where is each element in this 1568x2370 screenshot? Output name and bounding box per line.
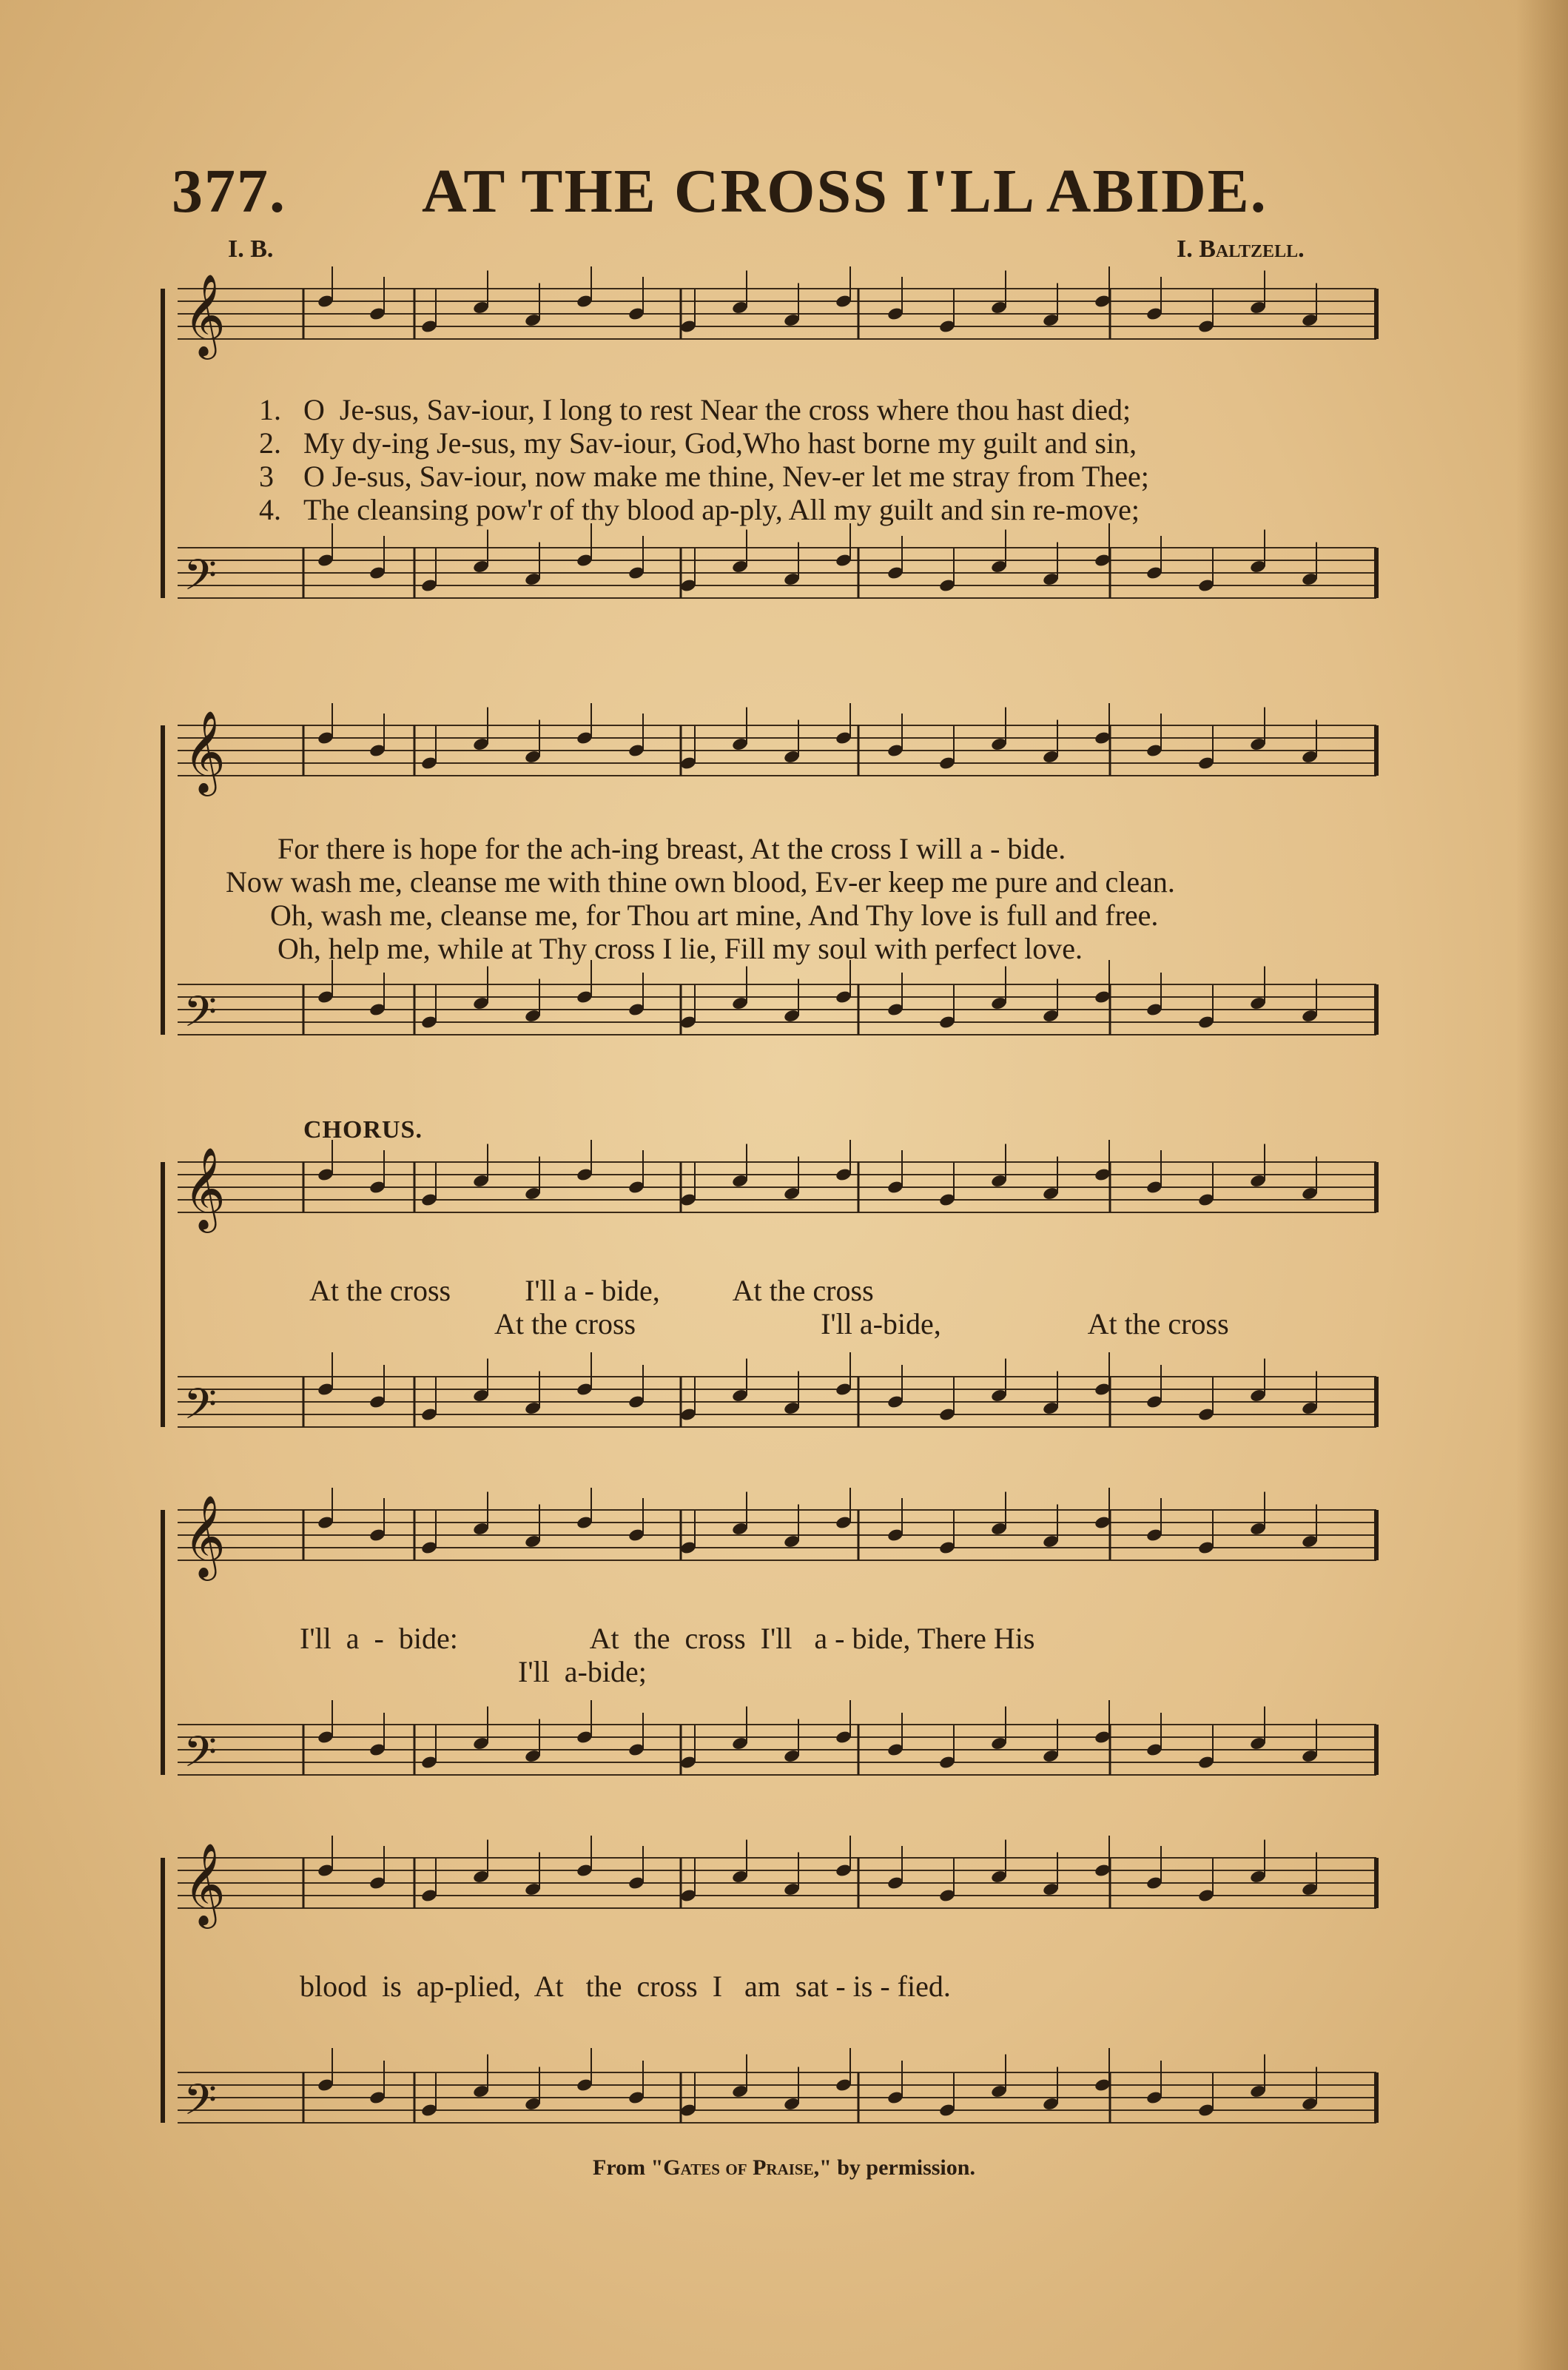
treble-clef: 𝄞 — [184, 1842, 226, 1925]
verse-4-line-1: 4. The cleansing pow'r of thy blood ap-ply, All my guilt and sin re-move; — [259, 493, 1140, 526]
chorus-line-2-lower: I'll a-bide; — [518, 1655, 647, 1688]
verse-2-line-2: Now wash me, cleanse me with thine own blood, Ev-er keep me pure and clean. — [226, 865, 1175, 899]
treble-clef: 𝄞 — [184, 1494, 226, 1577]
bass-clef: 𝄢 — [184, 550, 218, 611]
bass-clef: 𝄢 — [184, 987, 218, 1047]
bass-clef: 𝄢 — [184, 1727, 218, 1787]
treble-clef: 𝄞 — [184, 710, 226, 793]
chorus-line-1-upper: At the cross I'll a - bide, At the cross — [309, 1274, 874, 1307]
verse-2-line-1: 2. My dy-ing Je-sus, my Sav-iour, God,Who hast borne my guilt and sin, — [259, 426, 1137, 460]
bass-clef: 𝄢 — [184, 1379, 218, 1440]
hymn-title: AT THE CROSS I'LL ABIDE. — [422, 157, 1268, 226]
verse-3-line-1: 3 O Je-sus, Sav-iour, now make me thine, Nev-er let me stray from Thee; — [259, 460, 1149, 493]
chorus-line-1-lower: At the cross I'll a-bide, At the cross — [494, 1307, 1229, 1340]
verse-4-line-2: Oh, help me, while at Thy cross I lie, Fill my soul with perfect love. — [277, 932, 1083, 965]
chorus-label: CHORUS. — [303, 1116, 423, 1144]
chorus-line-2-upper: I'll a - bide: At the cross I'll a - bide, There His — [300, 1622, 1035, 1655]
permission-footer: From "Gates of Praise," by permission. — [593, 2155, 975, 2180]
bass-clef: 𝄢 — [184, 2075, 218, 2132]
verse-3-line-2: Oh, wash me, cleanse me, for Thou art mine, And Thy love is full and free. — [270, 899, 1159, 932]
verse-1-line-1: 1. O Je-sus, Sav-iour, I long to rest Near the cross where thou hast died; — [259, 393, 1131, 426]
treble-clef: 𝄞 — [184, 273, 226, 356]
chorus-line-3: blood is ap-plied, At the cross I am sat - is - fied. — [300, 1970, 951, 2003]
music-credit: I. Baltzell. — [1177, 235, 1305, 263]
treble-clef: 𝄞 — [184, 1147, 226, 1229]
verse-1-line-2: For there is hope for the ach-ing breast, At the cross I will a - bide. — [277, 832, 1066, 865]
words-credit: I. B. — [228, 235, 274, 263]
hymn-number: 377. — [172, 157, 286, 226]
